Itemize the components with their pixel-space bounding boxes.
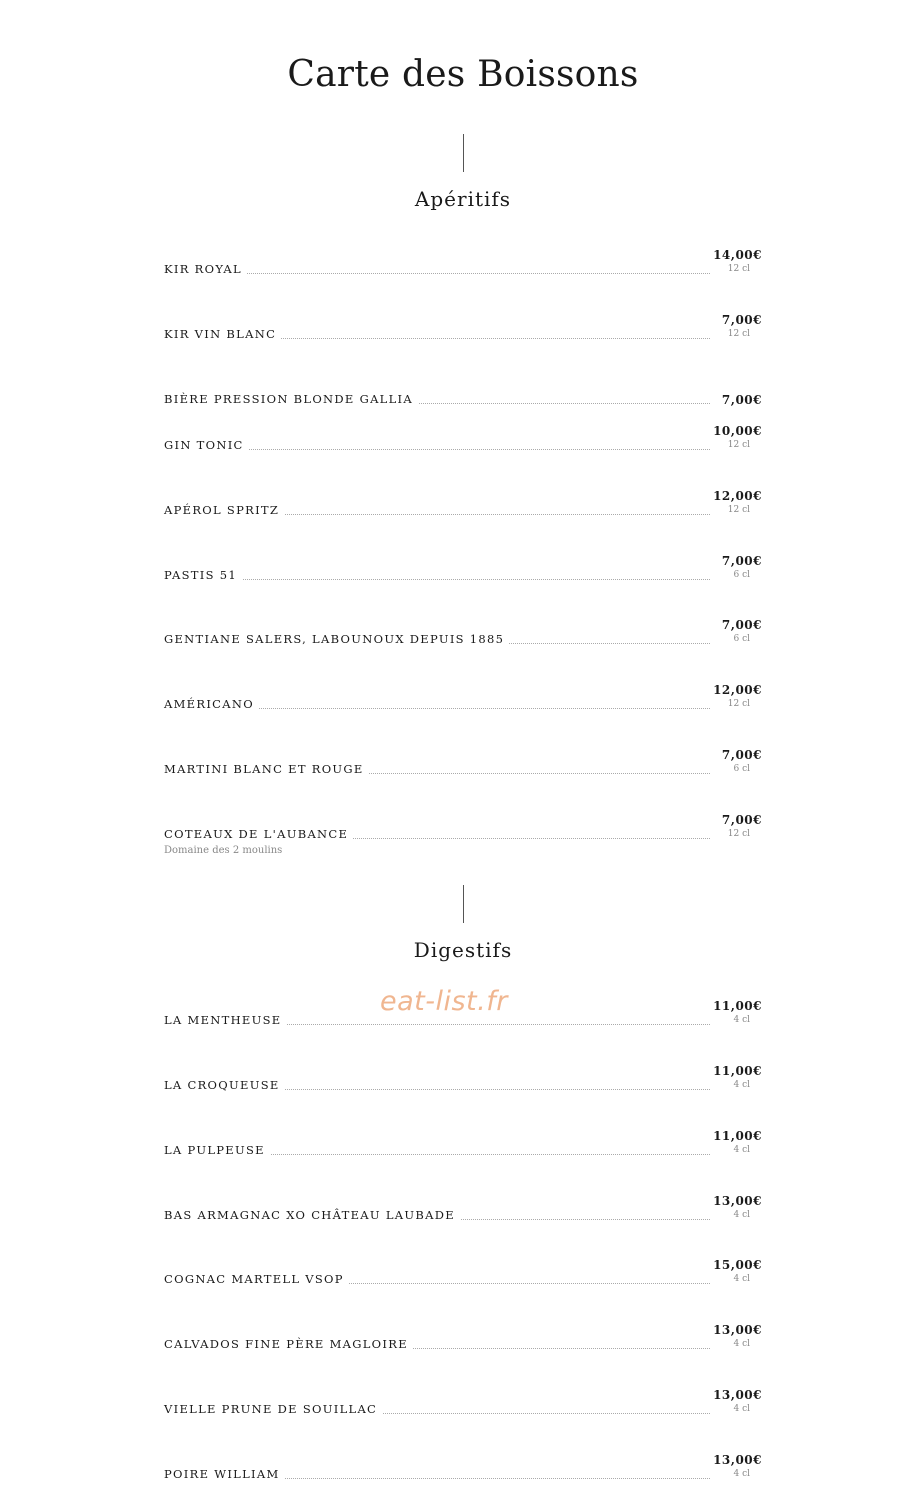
- menu-item: [164, 424, 762, 464]
- section-title-aperitifs: Apéritifs: [414, 187, 512, 211]
- item-price: 13,00€: [713, 1453, 762, 1467]
- item-price: 7,00€: [721, 748, 762, 762]
- item-name: CALVADOS FINE PÈRE MAGLOIRE: [164, 1337, 413, 1351]
- item-price: 13,00€: [713, 1323, 762, 1337]
- menu-item: [164, 1453, 762, 1493]
- menu-item: [164, 748, 762, 788]
- item-price: 11,00€: [713, 1129, 762, 1143]
- menu-item: [164, 1258, 762, 1298]
- item-volume: 4 cl: [733, 1080, 750, 1090]
- menu-item: [164, 813, 762, 856]
- item-name: VIELLE PRUNE DE SOUILLAC: [164, 1402, 382, 1416]
- item-price: 11,00€: [713, 999, 762, 1013]
- divider-line: [463, 134, 464, 172]
- section-title-digestifs: Digestifs: [413, 938, 513, 962]
- item-volume: 4 cl: [733, 1404, 750, 1414]
- item-price: 15,00€: [713, 1258, 762, 1272]
- item-price: 10,00€: [713, 424, 762, 438]
- item-volume: 4 cl: [733, 1339, 750, 1349]
- item-name: LA PULPEUSE: [164, 1143, 270, 1157]
- menu-item: [164, 554, 762, 594]
- item-name: KIR ROYAL: [164, 262, 247, 276]
- item-volume: 12 cl: [727, 440, 750, 450]
- item-volume: 6 cl: [733, 570, 750, 580]
- item-name: COTEAUX DE L'AUBANCE: [164, 827, 353, 841]
- item-price: 7,00€: [721, 313, 762, 327]
- item-price: 7,00€: [721, 813, 762, 827]
- divider-line: [463, 885, 464, 923]
- item-volume: 6 cl: [733, 634, 750, 644]
- item-volume: 4 cl: [733, 1469, 750, 1479]
- page-title: Carte des Boissons: [287, 54, 639, 95]
- item-volume: 12 cl: [727, 329, 750, 339]
- menu-item: [164, 489, 762, 529]
- item-volume: 12 cl: [727, 829, 750, 839]
- item-price: 7,00€: [721, 618, 762, 632]
- item-name: LA CROQUEUSE: [164, 1078, 285, 1092]
- item-volume: 12 cl: [727, 264, 750, 274]
- item-name: LA MENTHEUSE: [164, 1013, 287, 1027]
- item-price: 12,00€: [713, 683, 762, 697]
- item-description: Domaine des 2 moulins: [164, 845, 283, 856]
- item-name: KIR VIN BLANC: [164, 327, 281, 341]
- item-name: PASTIS 51: [164, 568, 242, 582]
- menu-item: [164, 248, 762, 288]
- menu-item: [164, 1064, 762, 1104]
- item-name: BIÈRE PRESSION BLONDE GALLIA: [164, 392, 418, 406]
- item-volume: 4 cl: [733, 1015, 750, 1025]
- item-price: 14,00€: [713, 248, 762, 262]
- item-price: 7,00€: [721, 554, 762, 568]
- menu-item: [164, 618, 762, 658]
- item-name: POIRE WILLIAM: [164, 1467, 285, 1481]
- item-price: 13,00€: [713, 1194, 762, 1208]
- watermark: eat-list.fr: [380, 986, 508, 1017]
- item-volume: 4 cl: [733, 1145, 750, 1155]
- item-volume: 6 cl: [733, 764, 750, 774]
- menu-item: [164, 1388, 762, 1428]
- item-volume: 4 cl: [733, 1274, 750, 1284]
- item-volume: 4 cl: [733, 1210, 750, 1220]
- menu-item: [164, 1323, 762, 1363]
- item-price: 12,00€: [713, 489, 762, 503]
- item-volume: 12 cl: [727, 505, 750, 515]
- menu-item: [164, 1129, 762, 1169]
- item-name: GENTIANE SALERS, LABOUNOUX DEPUIS 1885: [164, 632, 509, 646]
- item-name: MARTINI BLANC ET ROUGE: [164, 762, 369, 776]
- menu-item: [164, 313, 762, 353]
- menu-item: [164, 378, 762, 418]
- menu-item: [164, 683, 762, 723]
- menu-item: [164, 1194, 762, 1234]
- item-name: BAS ARMAGNAC XO CHÂTEAU LAUBADE: [164, 1208, 460, 1222]
- item-price: 13,00€: [713, 1388, 762, 1402]
- item-volume: 12 cl: [727, 699, 750, 709]
- item-price: 11,00€: [713, 1064, 762, 1078]
- item-name: APÉROL SPRITZ: [164, 503, 284, 517]
- item-name: COGNAC MARTELL VSOP: [164, 1272, 349, 1286]
- leader-dots: [164, 579, 710, 580]
- item-name: AMÉRICANO: [164, 697, 259, 711]
- item-price: 7,00€: [721, 393, 762, 407]
- item-name: GIN TONIC: [164, 438, 249, 452]
